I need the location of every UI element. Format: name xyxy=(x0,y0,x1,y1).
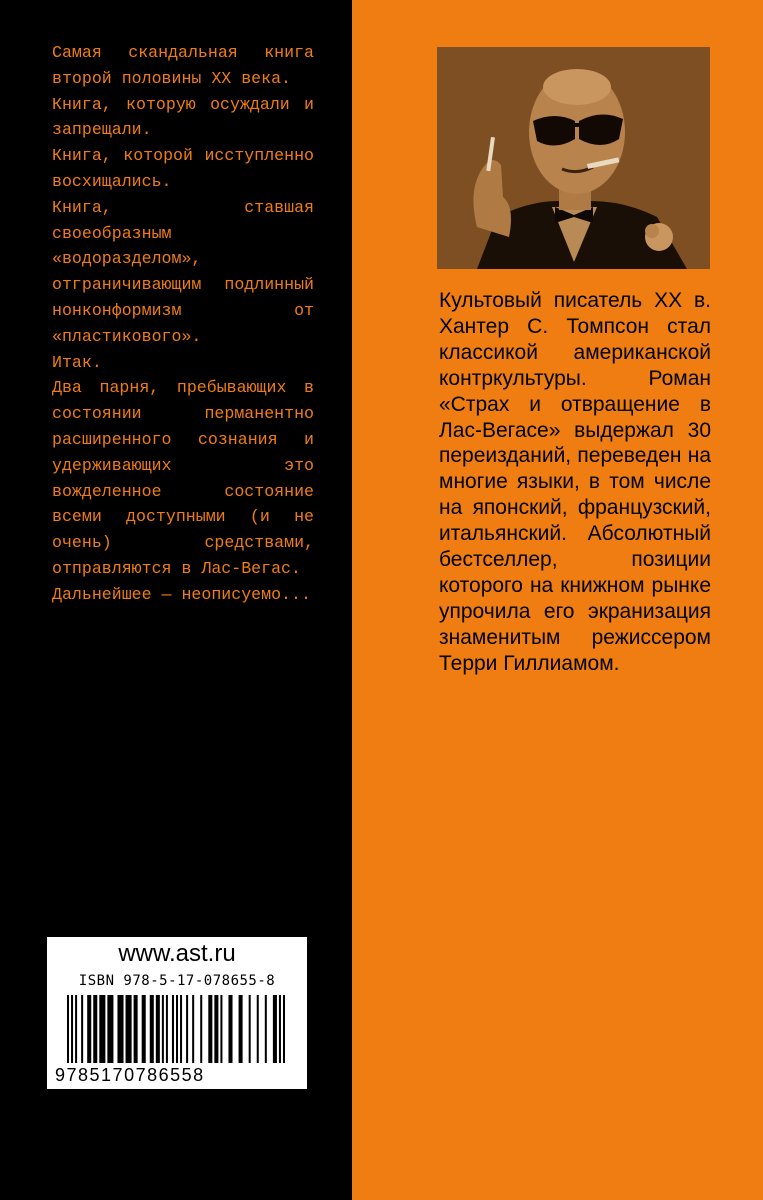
barcode-bar xyxy=(162,995,164,1063)
barcode-bar xyxy=(71,995,73,1063)
barcode-bar xyxy=(186,995,188,1063)
barcode-bar xyxy=(273,995,277,1063)
blurb-paragraph: Книга, ставшая своеобразным «водоразделом», отграничивающим подлинный нонконформизм от «пластикового». xyxy=(52,197,314,346)
blurb-paragraph: Дальнейшее — неописуемо... xyxy=(52,584,311,604)
barcode-bar xyxy=(93,995,97,1063)
barcode-bar xyxy=(239,995,243,1063)
barcode-bar xyxy=(156,995,160,1063)
barcode-bar xyxy=(200,995,202,1063)
barcode-bar xyxy=(257,995,259,1063)
publisher-url: www.ast.ru xyxy=(118,940,236,967)
author-bio-text: Культовый писатель XX в. Хантер С. Томпсон стал классикой американской контркультуры. Роман «Страх и отвращение в Лас-Вегасе» выдержал 30 переизданий, переведен на многие языки, в том числе на японский, французский, итальянский. Абсолютный бестселлер, позиции которого на книжном рынке упрочила его экранизация знаменитым режиссером Терри Гиллиамом. xyxy=(439,289,711,675)
barcode-bar xyxy=(220,995,222,1063)
barcode-bar xyxy=(134,995,138,1063)
barcode-bar xyxy=(192,995,194,1063)
barcode-bars xyxy=(67,995,287,1063)
author-photo xyxy=(437,47,710,269)
barcode-bar xyxy=(279,995,281,1063)
barcode-bar xyxy=(265,995,267,1063)
barcode-bar xyxy=(208,995,212,1063)
barcode-bar xyxy=(150,995,154,1063)
barcode-bar xyxy=(176,995,178,1063)
barcode-bar xyxy=(87,995,91,1063)
author-bio xyxy=(439,288,711,677)
barcode-bar xyxy=(67,995,69,1063)
barcode-bar xyxy=(142,995,146,1063)
barcode-bar xyxy=(75,995,77,1063)
barcode-panel xyxy=(47,937,307,1089)
barcode-bar xyxy=(228,995,232,1063)
barcode-bar xyxy=(249,995,251,1063)
barcode-bar xyxy=(166,995,168,1063)
left-blurb xyxy=(52,40,314,608)
author-portrait-illustration xyxy=(437,47,710,269)
barcode-bar xyxy=(126,995,132,1063)
barcode-bar xyxy=(283,995,285,1063)
blurb-paragraph: Два парня, пребывающих в состоянии перманентно расширенного сознания и удерживающих это вожделенное состояние всеми доступными (и не очень) средствами, отправляются в Лас-Вегас. xyxy=(52,378,314,578)
barcode-bar xyxy=(180,995,182,1063)
barcode-bar xyxy=(172,995,174,1063)
blurb-paragraph: Книга, которую осуждали и запрещали. xyxy=(52,94,314,140)
isbn-label: ISBN 978-5-17-078655-8 xyxy=(78,973,276,989)
barcode-bar xyxy=(99,995,105,1063)
barcode-bar xyxy=(81,995,83,1063)
barcode-bar xyxy=(214,995,218,1063)
blurb-paragraph: Самая скандальная книга второй половины XX века. xyxy=(52,43,314,88)
barcode-bar xyxy=(107,995,113,1063)
blurb-paragraph: Книга, которой исступленно восхищались. xyxy=(52,146,314,191)
barcode-bar xyxy=(117,995,123,1063)
barcode-digits: 9785170786558 xyxy=(55,1065,205,1085)
blurb-paragraph: Итак. xyxy=(52,352,102,372)
